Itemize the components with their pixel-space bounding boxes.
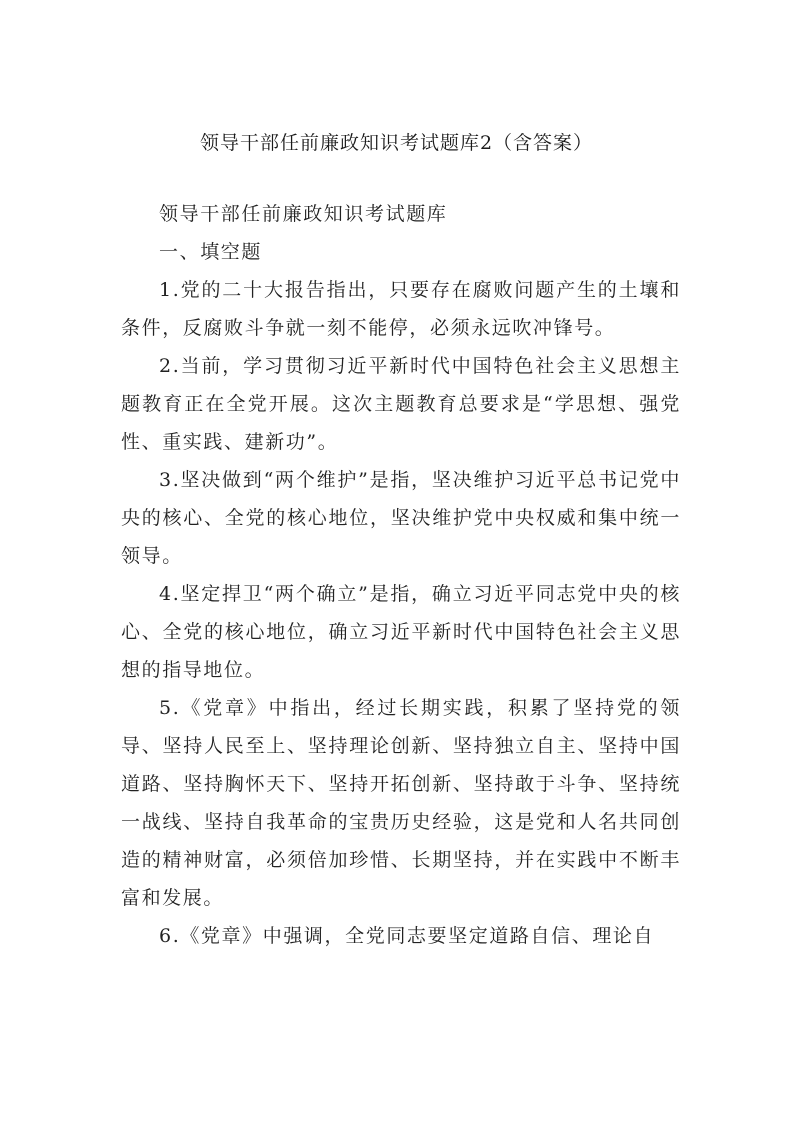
question-paragraph: 4.坚定捍卫“两个确立”是指，确立习近平同志党中央的核心、全党的核心地位，确立习近平新时代中国特色社会主义思想的指导地位。 (121, 583, 681, 681)
document-title: 领导干部任前廉政知识考试题库2（含答案） (199, 132, 594, 154)
question-paragraph: 5.《党章》中指出，经过长期实践，积累了坚持党的领导、坚持人民至上、坚持理论创新、坚持独立自主、坚持中国道路、坚持胸怀天下、坚持开拓创新、坚持敢于斗争、坚持统一战线、坚持自我革命的宝贵历史经验，这是党和人名共同创造的精神财富，必须倍加珍惜、长期坚持，并在实践中不断丰富和发展。 (121, 697, 681, 909)
question-paragraph: 3.坚决做到“两个维护”是指，坚决维护习近平总书记党中央的核心、全党的核心地位，坚决维护党中央权威和集中统一领导。 (121, 469, 681, 567)
question-paragraph: 2.当前，学习贯彻习近平新时代中国特色社会主义思想主题教育正在全党开展。这次主题教育总要求是“学思想、强党性、重实践、建新功”。 (121, 355, 681, 453)
question-paragraph: 6.《党章》中强调，全党同志要坚定道路自信、理论自 (159, 925, 655, 947)
document-body (121, 195, 681, 955)
subtitle-paragraph: 领导干部任前廉政知识考试题库 (159, 203, 448, 225)
section-heading: 一、填空题 (159, 241, 263, 263)
question-paragraph: 1.党的二十大报告指出，只要存在腐败问题产生的土壤和条件，反腐败斗争就一刻不能停，必须永远吹冲锋号。 (121, 279, 681, 339)
